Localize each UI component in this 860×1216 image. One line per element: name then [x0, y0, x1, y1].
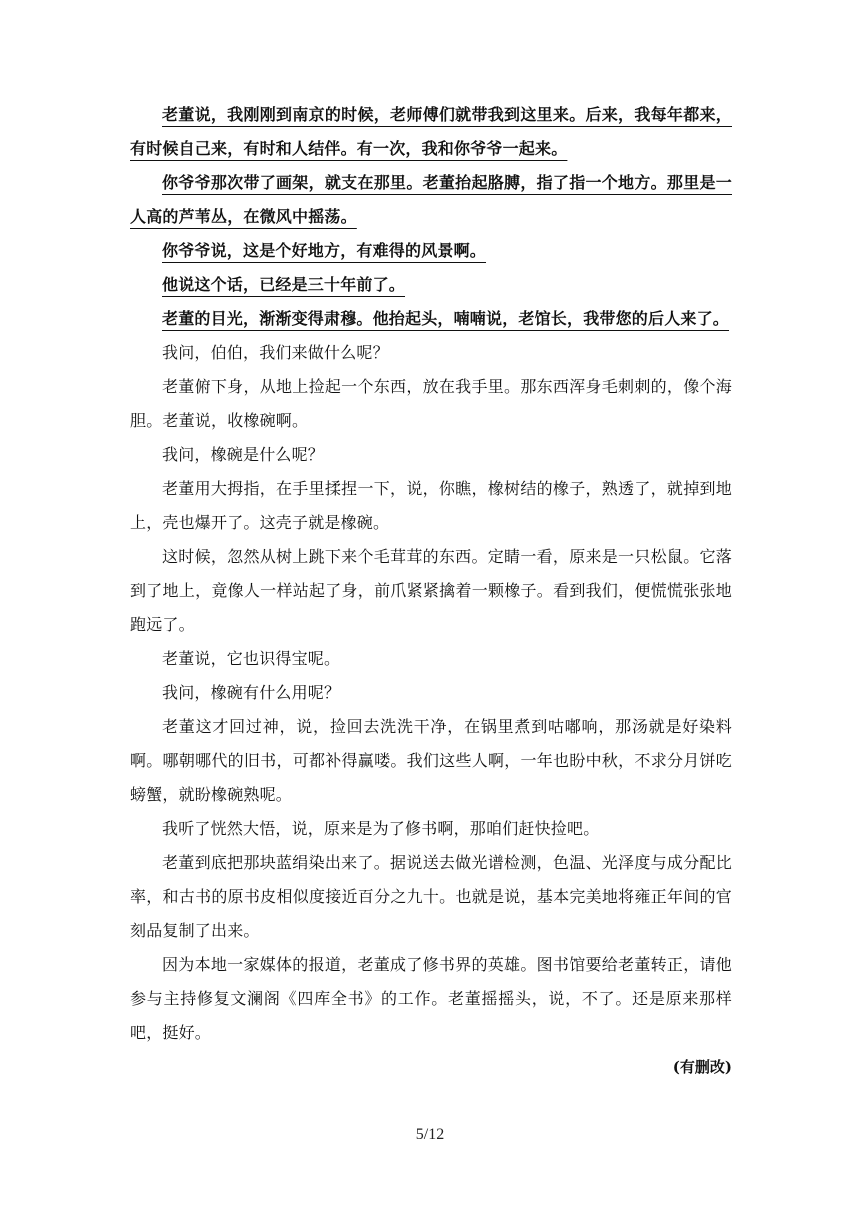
paragraph: 我听了恍然大悟，说，原来是为了修书啊，那咱们赶快捡吧。: [162, 819, 600, 838]
underlined-text: 他说这个话，已经是三十年前了。: [162, 275, 406, 294]
paragraph: 这时候，忽然从树上跳下来个毛茸茸的东西。定睛一看，原来是一只松鼠。它落到了地上，竟像人一样站起了身，前爪紧紧擒着一颗橡子。看到我们，便慌慌张张地跑远了。: [130, 547, 732, 634]
paragraph: 老董到底把那块蓝绢染出来了。据说送去做光谱检测，色温、光泽度与成分配比率，和古书的原书皮相似度接近百分之九十。也就是说，基本完美地将雍正年间的官刻品复制了出来。: [130, 853, 732, 940]
underlined-text: 你爷爷说，这是个好地方，有难得的风景啊。: [162, 241, 487, 260]
paragraph: [130, 234, 732, 268]
underlined-text: 老董说，我刚刚到南京的时候，老师傅们就带我到这里来。后来，我每年都来，有时候自己来，有时和人结伴。有一次，我和你爷爷一起来。: [130, 105, 732, 158]
document-body: [130, 98, 732, 1084]
paragraph: 因为本地一家媒体的报道，老董成了修书界的英雄。图书馆要给老董转正，请他参与主持修复文澜阁《四库全书》的工作。老董摇摇头，说，不了。还是原来那样吧，挺好。: [130, 955, 732, 1042]
paragraph: 我问，橡碗是什么呢？: [162, 445, 325, 464]
paragraph: [130, 98, 732, 166]
paragraph: 老董说，它也识得宝呢。: [162, 649, 341, 668]
paragraph: 老董这才回过神，说，捡回去洗洗干净，在锅里煮到咕嘟响，那汤就是好染料啊。哪朝哪代的旧书，可都补得赢喽。我们这些人啊，一年也盼中秋，不求分月饼吃螃蟹，就盼橡碗熟呢。: [130, 717, 732, 804]
underlined-text: 你爷爷那次带了画架，就支在那里。老董抬起胳膊，指了指一个地方。那里是一人高的芦苇丛，在微风中摇荡。: [130, 173, 732, 226]
paragraph: [130, 268, 732, 302]
paragraph: [130, 166, 732, 234]
paragraph: 我问，伯伯，我们来做什么呢？: [162, 343, 389, 362]
paragraph: 老董俯下身，从地上捡起一个东西，放在我手里。那东西浑身毛刺刺的，像个海胆。老董说，收橡碗啊。: [130, 377, 732, 430]
paragraph: [130, 302, 732, 336]
paragraph: 我问，橡碗有什么用呢？: [162, 683, 341, 702]
underlined-text: 老董的目光，渐渐变得肃穆。他抬起头，喃喃说，老馆长，我带您的后人来了。: [162, 309, 730, 328]
paragraph: 老董用大拇指，在手里揉捏一下，说，你瞧，橡树结的橡子，熟透了，就掉到地上，壳也爆开了。这壳子就是橡碗。: [130, 479, 732, 532]
edit-note: (有删改): [672, 1058, 732, 1076]
page-number: 5/12: [415, 1126, 445, 1143]
